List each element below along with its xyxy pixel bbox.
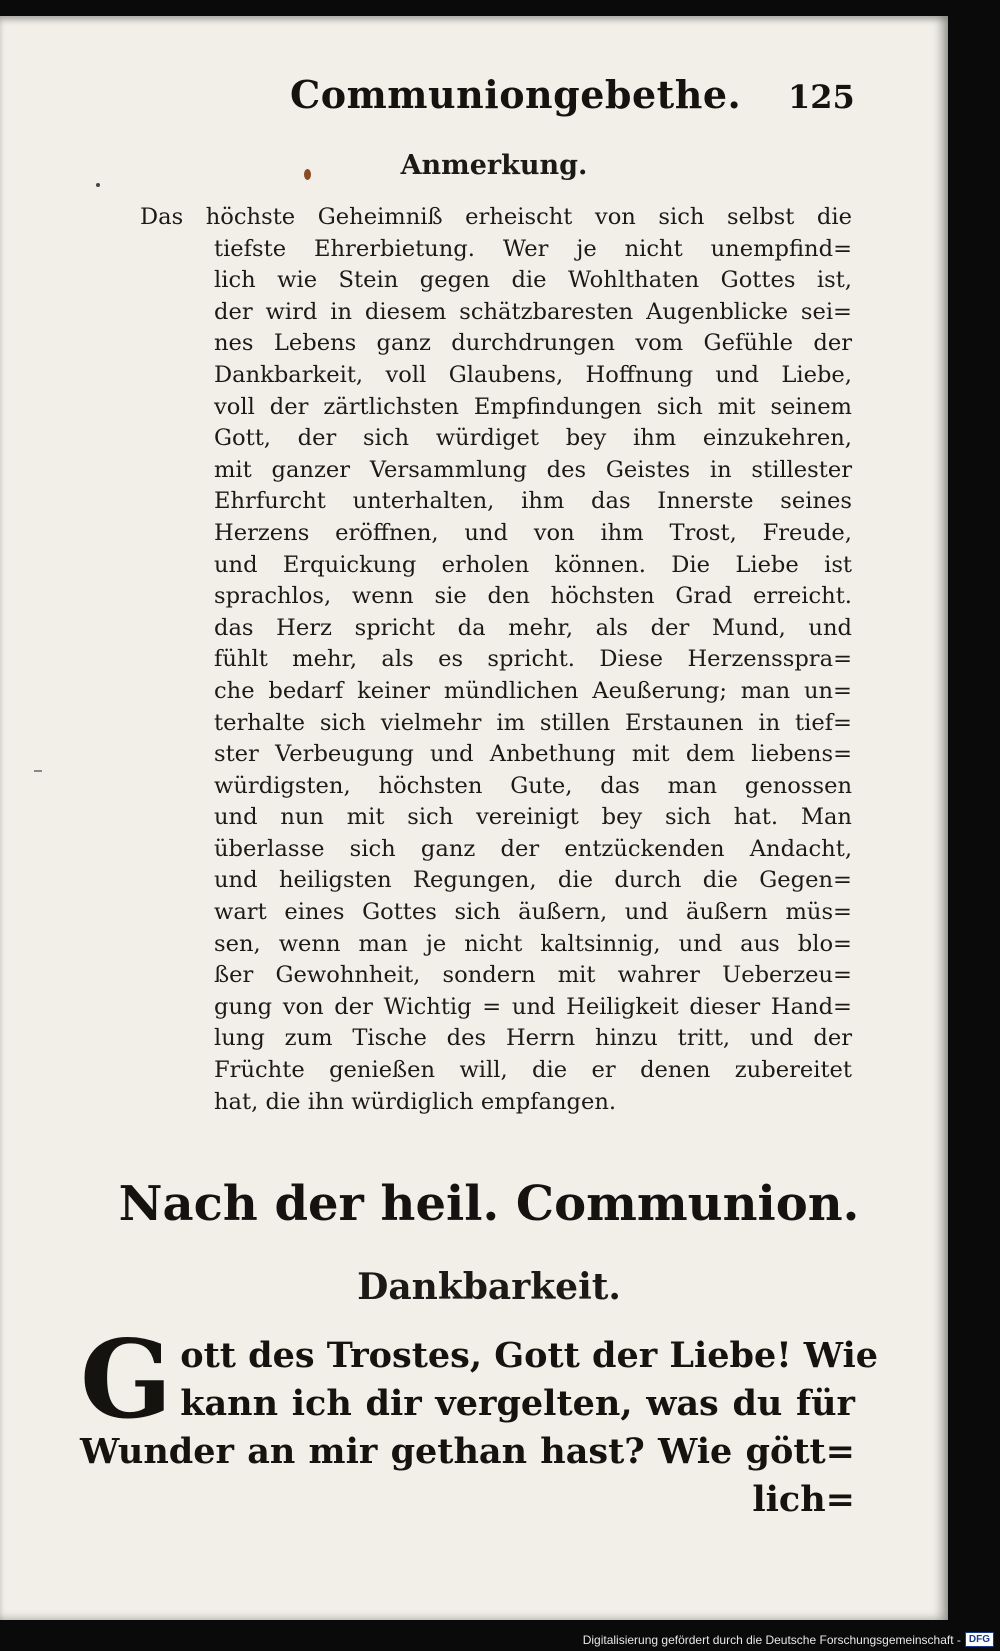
drop-cap-initial: G bbox=[80, 1317, 173, 1443]
body-line: der wird in diesem schätzbaresten Augenblicke sei= bbox=[214, 298, 852, 325]
digitization-credit bbox=[583, 1632, 994, 1647]
body-line: lich wie Stein gegen die Wohlthaten Gottes ist, bbox=[214, 267, 852, 294]
body-line: Ehrfurcht unterhalten, ihm das Innerste seines bbox=[214, 488, 852, 515]
body-line: sprachlos, wenn sie den höchsten Grad erreicht. bbox=[214, 583, 852, 610]
subsection-title: Dankbarkeit. bbox=[357, 1266, 621, 1308]
body-line: tiefste Ehrerbietung. Wer je nicht unempfind= bbox=[214, 235, 852, 262]
running-head: Communiongebethe. bbox=[290, 72, 742, 117]
page-number: 125 bbox=[788, 78, 855, 116]
body-line: Das höchste Geheimniß erheischt von sich selbst die bbox=[140, 204, 852, 230]
body-line: das Herz spricht da mehr, als der Mund, und bbox=[214, 614, 852, 641]
paper-mark bbox=[34, 770, 42, 772]
body-line: Herzens eröffnen, und von ihm Trost, Freude, bbox=[214, 519, 852, 546]
body-line: fühlt mehr, als es spricht. Diese Herzenssprа= bbox=[214, 646, 852, 673]
body-line: nes Lebens ganz durchdrungen vom Gefühle der bbox=[214, 330, 852, 357]
prayer-catchword: lich= bbox=[752, 1479, 855, 1520]
credit-text: Digitalisierung gefördert durch die Deutsche Forschungsgemeinschaft - bbox=[582, 1632, 961, 1647]
note-body bbox=[140, 202, 852, 1118]
prayer-line: Wunder an mir gethan hast? Wie gött= bbox=[80, 1431, 855, 1472]
page-content bbox=[0, 16, 948, 1620]
section-title: Nach der heil. Communion. bbox=[118, 1176, 860, 1232]
body-line: Früchte genießen will, die er denen zubereitet bbox=[214, 1057, 852, 1084]
body-line: ster Verbeugung und Anbethung mit dem liebens= bbox=[214, 741, 852, 768]
body-line: mit ganzer Versammlung des Geistes in stillester bbox=[214, 456, 852, 483]
prayer-line: ott des Trostes, Gott der Liebe! Wie bbox=[180, 1335, 879, 1376]
prayer-line: kann ich dir vergelten, was du für bbox=[180, 1383, 855, 1424]
book-page bbox=[0, 16, 948, 1620]
body-line: ßer Gewohnheit, sondern mit wahrer Ueberzeu= bbox=[214, 962, 852, 989]
body-line: wart eines Gottes sich äußern, und äußern müs= bbox=[214, 899, 852, 926]
body-line: Dankbarkeit, voll Glaubens, Hoffnung und Liebe, bbox=[214, 361, 852, 388]
paper-speck bbox=[96, 183, 100, 187]
body-line: sen, wenn man je nicht kaltsinnig, und aus blo= bbox=[214, 930, 852, 957]
prayer-text bbox=[80, 1317, 879, 1524]
body-line: voll der zärtlichsten Empfindungen sich mit seinem bbox=[214, 393, 852, 420]
body-line: und Erquickung erholen können. Die Liebe ist bbox=[214, 551, 852, 578]
body-line: überlasse sich ganz der entzückenden Andacht, bbox=[214, 835, 852, 862]
body-line: und nun mit sich vereinigt bey sich hat. Man bbox=[214, 804, 852, 831]
body-line: Gott, der sich würdiget bey ihm einzukehren, bbox=[214, 425, 852, 452]
body-line: und heiligsten Regungen, die durch die Gegen= bbox=[214, 867, 852, 894]
dfg-logo: DFG bbox=[965, 1632, 994, 1647]
body-line: lung zum Tische des Herrn hinzu tritt, und der bbox=[214, 1025, 852, 1052]
note-heading: Anmerkung. bbox=[400, 150, 588, 181]
body-line: gung von der Wichtig = und Heiligkeit dieser Hand= bbox=[214, 993, 852, 1020]
body-line: hat, die ihn würdiglich empfangen. bbox=[214, 1088, 617, 1115]
body-line: terhalte sich vielmehr im stillen Erstaunen in tief= bbox=[214, 709, 852, 736]
body-line: che bedarf keiner mündlichen Aeußerung; man un= bbox=[214, 677, 852, 704]
body-line: würdigsten, höchsten Gute, das man genossen bbox=[214, 772, 852, 799]
